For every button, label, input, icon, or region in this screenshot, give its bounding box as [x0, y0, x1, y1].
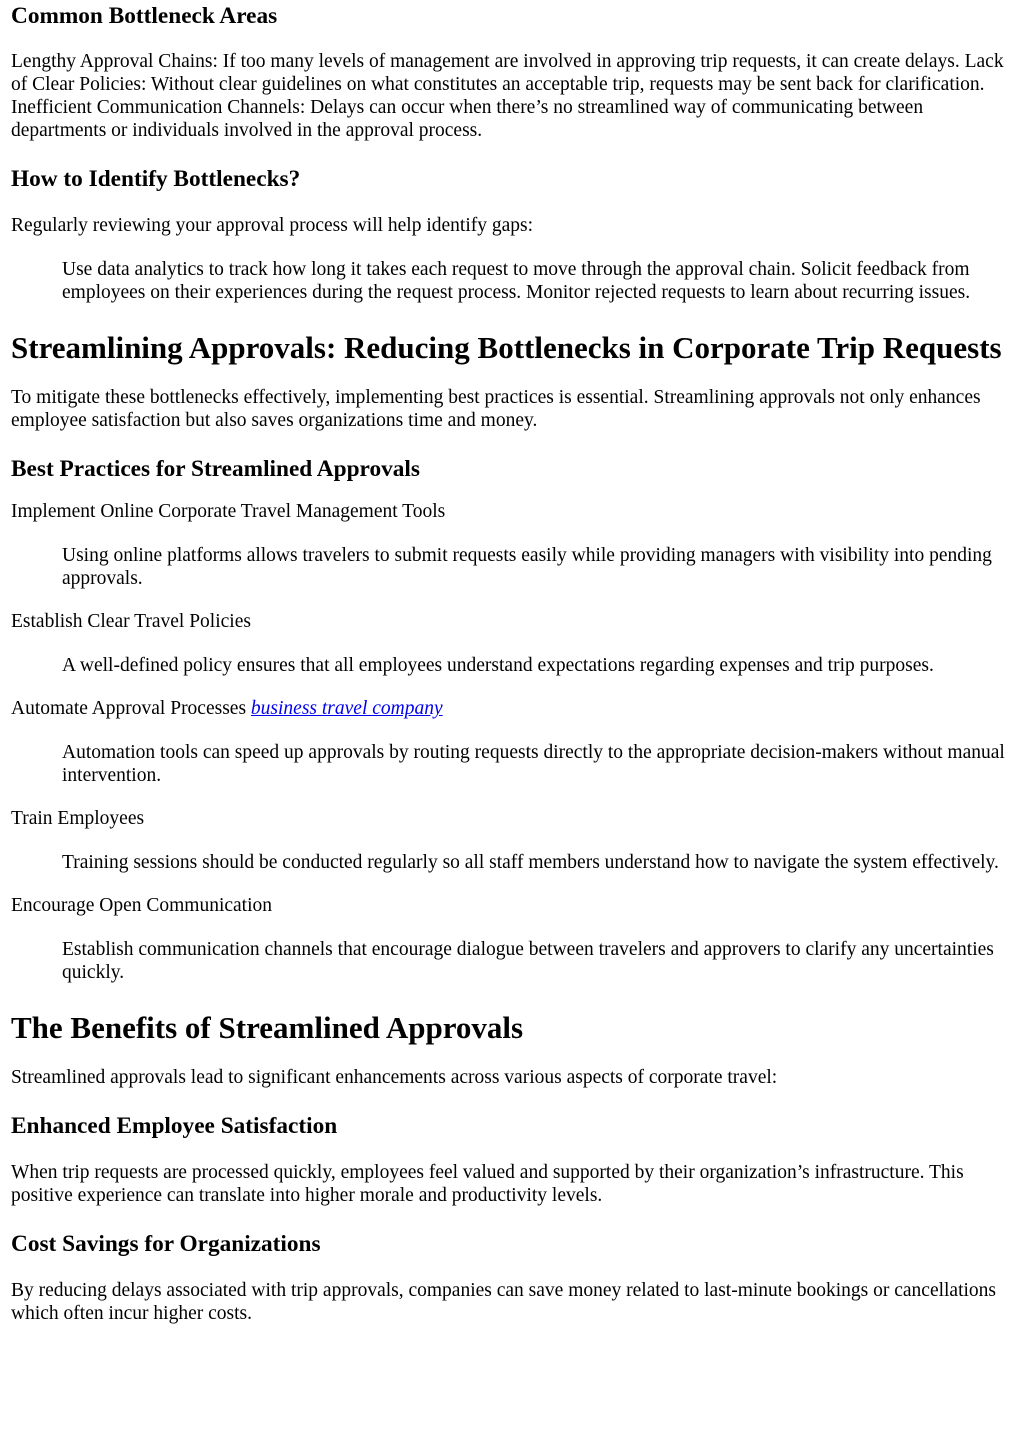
- paragraph-employee-satisfaction: When trip requests are processed quickly, employees feel valued and supported by their organization’s infrastructure. This positive experience can translate into higher morale and productivity levels.: [11, 1162, 964, 1206]
- practice-desc-train-employees: Training sessions should be conducted regularly so all staff members understand how to navigate the system effectively.: [62, 852, 999, 873]
- heading-benefits: The Benefits of Streamlined Approvals: [11, 1010, 524, 1045]
- paragraph-benefits: Streamlined approvals lead to significant enhancements across various aspects of corporate travel:: [11, 1067, 778, 1088]
- practice-title-online-tools: Implement Online Corporate Travel Management Tools: [11, 501, 446, 522]
- practice-title-automate-text: Automate Approval Processes: [11, 698, 247, 719]
- article: [0, 2, 1024, 1325]
- paragraph-identify-methods: Use data analytics to track how long it takes each request to move through the approval chain. Solicit feedback from employees on their experiences during the request process. Monitor rejected requests to learn about recurring issues.: [62, 259, 971, 303]
- paragraph-cost-savings: By reducing delays associated with trip approvals, companies can save money related to last-minute bookings or cancellations which often incur higher costs.: [11, 1280, 997, 1324]
- practice-title-clear-policies: Establish Clear Travel Policies: [11, 611, 251, 632]
- practice-title-automate: [11, 697, 1013, 720]
- practice-desc-clear-policies: A well-defined policy ensures that all employees understand expectations regarding expenses and trip purposes.: [62, 655, 934, 676]
- heading-streamlining-approvals: Streamlining Approvals: Reducing Bottlenecks in Corporate Trip Requests: [11, 330, 1002, 365]
- heading-common-bottleneck-areas: Common Bottleneck Areas: [11, 3, 278, 29]
- paragraph-bottleneck-areas: Lengthy Approval Chains: If too many levels of management are involved in approving trip requests, it can create delays. Lack of Clear Policies: Without clear guidelines on what constitutes an acceptable trip, requests may be sent back for clarification. Inefficient Communication Channels: Delays can occur when there’s no streamlined way of communicating between departments or individuals involved in the approval process.: [11, 51, 1004, 141]
- heading-cost-savings: Cost Savings for Organizations: [11, 1231, 321, 1257]
- practice-desc-online-tools: Using online platforms allows travelers to submit requests easily while providing managers with visibility into pending approvals.: [62, 545, 992, 589]
- business-travel-company-link[interactable]: business travel company: [250, 698, 443, 719]
- practice-title-open-communication: Encourage Open Communication: [11, 895, 273, 916]
- heading-best-practices: Best Practices for Streamlined Approvals: [11, 456, 420, 482]
- paragraph-identify-intro: Regularly reviewing your approval process will help identify gaps:: [11, 215, 534, 236]
- paragraph-streamlining: To mitigate these bottlenecks effectively, implementing best practices is essential. Streamlining approvals not only enhances employee satisfaction but also saves organizations time and money.: [11, 387, 981, 431]
- heading-employee-satisfaction: Enhanced Employee Satisfaction: [11, 1113, 338, 1139]
- practice-desc-automate: Automation tools can speed up approvals by routing requests directly to the appropriate decision-makers without manual intervention.: [62, 742, 1005, 786]
- practice-title-train-employees: Train Employees: [11, 808, 145, 829]
- practice-desc-open-communication: Establish communication channels that encourage dialogue between travelers and approvers to clarify any uncertainties quickly.: [62, 939, 994, 983]
- heading-identify-bottlenecks: How to Identify Bottlenecks?: [11, 166, 301, 192]
